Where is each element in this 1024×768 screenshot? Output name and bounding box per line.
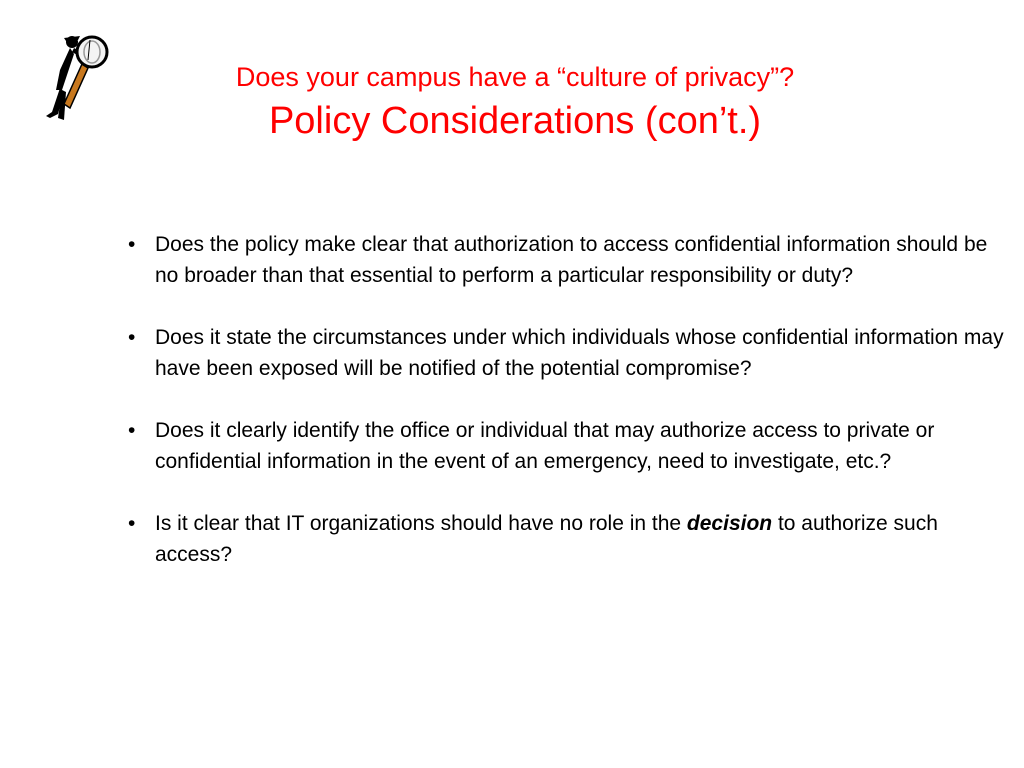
- bullet-text: Does the policy make clear that authorization to access confidential information should be no broader than that essential to perform a particular responsibility or duty?: [155, 233, 988, 287]
- bullet-list: [128, 229, 1008, 601]
- bullet-text: Does it state the circumstances under which individuals whose confidential information may have been exposed will be notified of the potential compromise?: [155, 326, 1004, 380]
- bullet-item: [128, 322, 1008, 384]
- bullet-marker: •: [128, 512, 136, 535]
- bullet-text-after: to authorize such access?: [155, 512, 938, 566]
- bullet-text-before: Is it clear that IT organizations should have no role in the: [155, 512, 687, 535]
- bullet-text: Does it clearly identify the office or individual that may authorize access to private or confidential information in the event of an emergency, need to investigate, etc.?: [155, 419, 935, 473]
- bullet-marker: •: [128, 419, 136, 442]
- bullet-emphasis: decision: [686, 512, 773, 535]
- bullet-item: [128, 415, 1008, 477]
- bullet-marker: •: [128, 233, 136, 256]
- detective-figure-graphic: [30, 30, 112, 122]
- bullet-item: [128, 508, 1008, 570]
- detective-magnifying-glass-icon: [30, 30, 112, 122]
- title-main: Policy Considerations (con’t.): [268, 100, 762, 142]
- bullet-item: [128, 229, 1008, 291]
- title-question: Does your campus have a “culture of privacy”?: [235, 62, 795, 92]
- slide-title: [140, 60, 890, 144]
- bullet-marker: •: [128, 326, 136, 349]
